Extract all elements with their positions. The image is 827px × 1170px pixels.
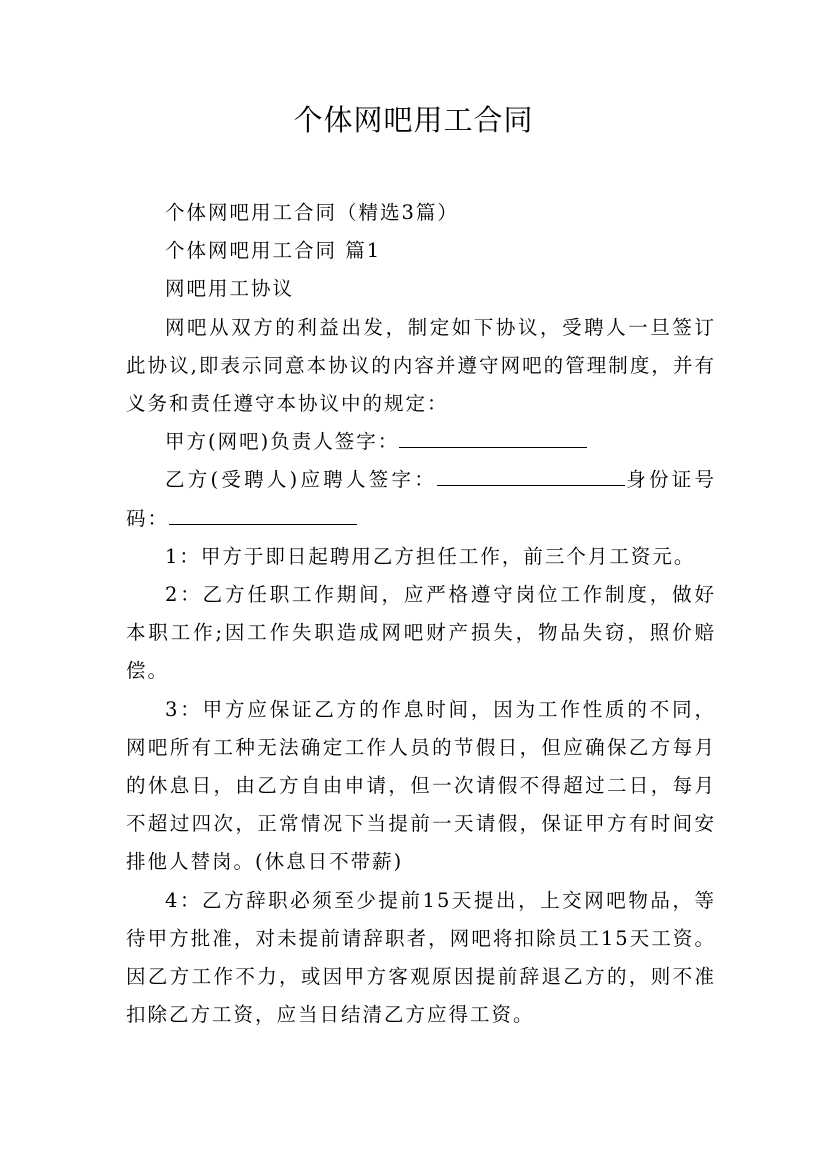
party-a-signature-label: 甲方(网吧)负责人签字： (165, 430, 400, 454)
document-body (126, 194, 716, 1034)
party-b-signature-label: 乙方(受聘人)应聘人签字： (165, 468, 437, 492)
paragraph-clause-4: 4：乙方辞职必须至少提前15天提出，上交网吧物品，等待甲方批准，对未提前请辞职者，网吧将扣除员工15天工资。因乙方工作不力，或因甲方客观原因提前辞退乙方的，则不准扣除乙方工资，应当日结清乙方应得工资。 (126, 888, 716, 1027)
paragraph-clause-3: 3：甲方应保证乙方的作息时间，因为工作性质的不同，网吧所有工种无法确定工作人员的节假日，但应确保乙方每月的休息日，由乙方自由申请，但一次请假不得超过二日，每月不超过四次，正常情况下当提前一天请假，保证甲方有时间安排他人替岗。(休息日不带薪) (126, 697, 716, 874)
paragraph-party-b-signature (126, 461, 716, 537)
paragraph-section-heading: 个体网吧用工合同 篇1 (165, 239, 382, 263)
party-b-signature-line[interactable] (437, 465, 625, 486)
paragraph-party-a-signature (126, 423, 716, 461)
paragraph-clause-1: 1：甲方于即日起聘用乙方担任工作，前三个月工资元。 (165, 544, 696, 568)
document-title: 个体网吧用工合同 (293, 103, 534, 137)
paragraph-clause-2: 2：乙方任职工作期间，应严格遵守岗位工作制度，做好本职工作;因工作失职造成网吧财产损失，物品失窃，照价赔偿。 (126, 583, 716, 683)
paragraph-agreement-heading: 网吧用工协议 (165, 277, 295, 301)
id-number-label: 身份证号码： (126, 468, 716, 530)
paragraph-subtitle: 个体网吧用工合同（精选3篇） (165, 201, 459, 224)
paragraph-intro: 网吧从双方的利益出发，制定如下协议，受聘人一旦签订此协议,即表示同意本协议的内容并遵守网吧的管理制度，并有义务和责任遵守本协议中的规定： (126, 315, 716, 416)
id-number-line[interactable] (169, 504, 357, 525)
party-a-signature-line[interactable] (399, 427, 587, 448)
